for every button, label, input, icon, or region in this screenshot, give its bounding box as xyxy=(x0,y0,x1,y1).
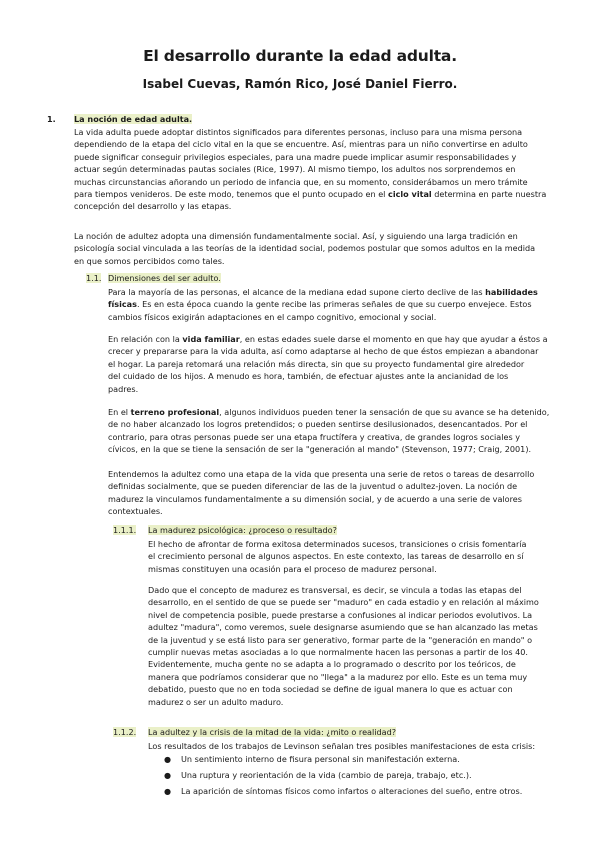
section-1-heading: La noción de edad adulta. xyxy=(74,114,193,124)
term-habilidades: habilidades xyxy=(485,287,538,297)
section-1-1-1-heading: La madurez psicológica: ¿proceso o resultado? xyxy=(148,525,337,535)
section-1-1-1-paragraph-1: El hecho de afrontar de forma exitosa determinados sucesos, transiciones o crisis fomentaría el crecimiento personal de algunos aspectos. En este contexto, las tareas de desarrollo en sí mismas constituyen una ocasión para el proceso de madurez personal. xyxy=(148,539,527,574)
document-authors: Isabel Cuevas, Ramón Rico, José Daniel Fierro. xyxy=(142,77,458,91)
term-vida-familiar: vida familiar xyxy=(182,334,240,344)
section-1-1-2-intro: Los resultados de los trabajos de Levinson señalan tres posibles manifestaciones de esta crisis: xyxy=(148,741,536,751)
section-1-paragraph-1: La vida adulta puede adoptar distintos significados para diferentes personas, incluso para una misma persona dependiendo de la etapa del ciclo vital en la que se encuentre. Así, mientras para un niño convertirse en adulto puede significar conseguir privilegios especiales, para una madre puede implicar asumir responsabilidades y actuar según determinadas pautas sociales (Rice, 1997). Al mismo tiempo, los adultos nos sorprendemos en muchas circunstancias añorando un periodo de infancia que, en su momento, considerábamos un mero trámite para tiempos venideros. De este modo, tenemos que el punto ocupado en el ciclo vital determina en parte nuestra concepción del desarrollo y las etapas. xyxy=(74,127,547,212)
bullet-icon: ● xyxy=(164,770,172,780)
bullet-icon: ● xyxy=(164,786,172,796)
section-1-1-paragraph-2: En relación con la vida familiar, en estas edades suele darse el momento en que hay que ayudar a éstos a crecer y prepararse para la vida adulta, así como adaptarse al hecho de que éstos empiezan a abandonar el hogar. La pareja retomará una relación más directa, sin que su proyecto fundamental gire alrededor del cuidado de los hijos. A menudo es hora, también, de efectuar ajustes ante la ancianidad de los padres. xyxy=(108,334,548,394)
section-1-number: 1. xyxy=(47,114,56,124)
section-1-1-2-number: 1.1.2. xyxy=(113,727,137,737)
section-1-1-1-number: 1.1.1. xyxy=(113,525,137,535)
term-ciclo-vital: ciclo vital xyxy=(388,189,432,200)
section-1-1-number: 1.1. xyxy=(86,273,102,283)
section-1-1-paragraph-1: Para la mayoría de las personas, el alcance de la mediana edad supone cierto declive de las habilidades físicas. Es en esta época cuando la gente recibe las primeras señales de que su cuerpo envejece. Estos cambios físicos exigirán adaptaciones en el campo cognitivo, emocional y social. xyxy=(108,287,538,322)
crisis-manifestations-list xyxy=(164,753,581,801)
section-1-paragraph-2: La noción de adultez adopta una dimensión fundamentalmente social. Así, y siguiendo una larga tradición en psicología social vinculada a las teorías de la identidad social, podemos postular que somos adultos en la medida en que somos percibidos como tales. xyxy=(74,231,536,266)
bullet-icon: ● xyxy=(164,754,172,764)
term-terreno-profesional: terreno profesional xyxy=(130,407,220,417)
list-item: ● Un sentimiento interno de fisura personal sin manifestación externa. xyxy=(164,754,460,764)
term-fisicas: físicas xyxy=(108,299,137,310)
section-1-1-paragraph-3: En el terreno profesional, algunos individuos pueden tener la sensación de que su avance se ha detenido, de no haber alcanzado los logros pretendidos; o pueden sentirse desilusionados, desencantados. Por el contrario, para otras personas puede ser una etapa fructífera y creativa, de grandes logros sociales y cívicos, en la que se tiene la sensación de ser la "generación al mando" (Stevenson, 1977; Craig, 2001). xyxy=(108,407,550,455)
section-1-1-2-heading: La adultez y la crisis de la mitad de la vida: ¿mito o realidad? xyxy=(148,727,397,737)
document-title: El desarrollo durante la edad adulta. xyxy=(143,47,457,65)
section-1-1-paragraph-4: Entendemos la adultez como una etapa de la vida que presenta una serie de retos o tareas de desarrollo definidas socialmente, que se pueden diferenciar de las de la juventud o adultez-joven. La noción de madurez la vinculamos fundamentalmente a su dimensión social, y de acuerdo a una serie de valores contextuales. xyxy=(108,469,535,517)
list-item: ● La aparición de síntomas físicos como infartos o alteraciones del sueño, entre otros. xyxy=(164,786,523,796)
section-1-1-heading: Dimensiones del ser adulto. xyxy=(108,273,221,283)
section-1-1-1-paragraph-2: Dado que el concepto de madurez es transversal, es decir, se vincula a todas las etapas del desarrollo, en el sentido de que se puede ser "maduro" en cada estadio y en relación al máximo nivel de competencia posible, puede prestarse a confusiones al indicar periodos evolutivos. La adultez "madura", como veremos, suele designarse asumiendo que se han alcanzado las metas de la juventud y se está listo para ser generativo, formar parte de la "generación en mando" o cumplir nuevas metas asociadas a lo que normalmente hacen las personas a partir de los 40. Evidentemente, mucha gente no se adapta a lo programado o descrito por los teóricos, de manera que podríamos considerar que no "llega" a la madurez por ello. Este es un tema muy debatido, puesto que no en toda sociedad se define de igual manera lo que es actuar con madurez o ser un adulto maduro. xyxy=(148,585,539,707)
list-item: ● Una ruptura y reorientación de la vida (cambio de pareja, trabajo, etc.). xyxy=(164,770,472,780)
